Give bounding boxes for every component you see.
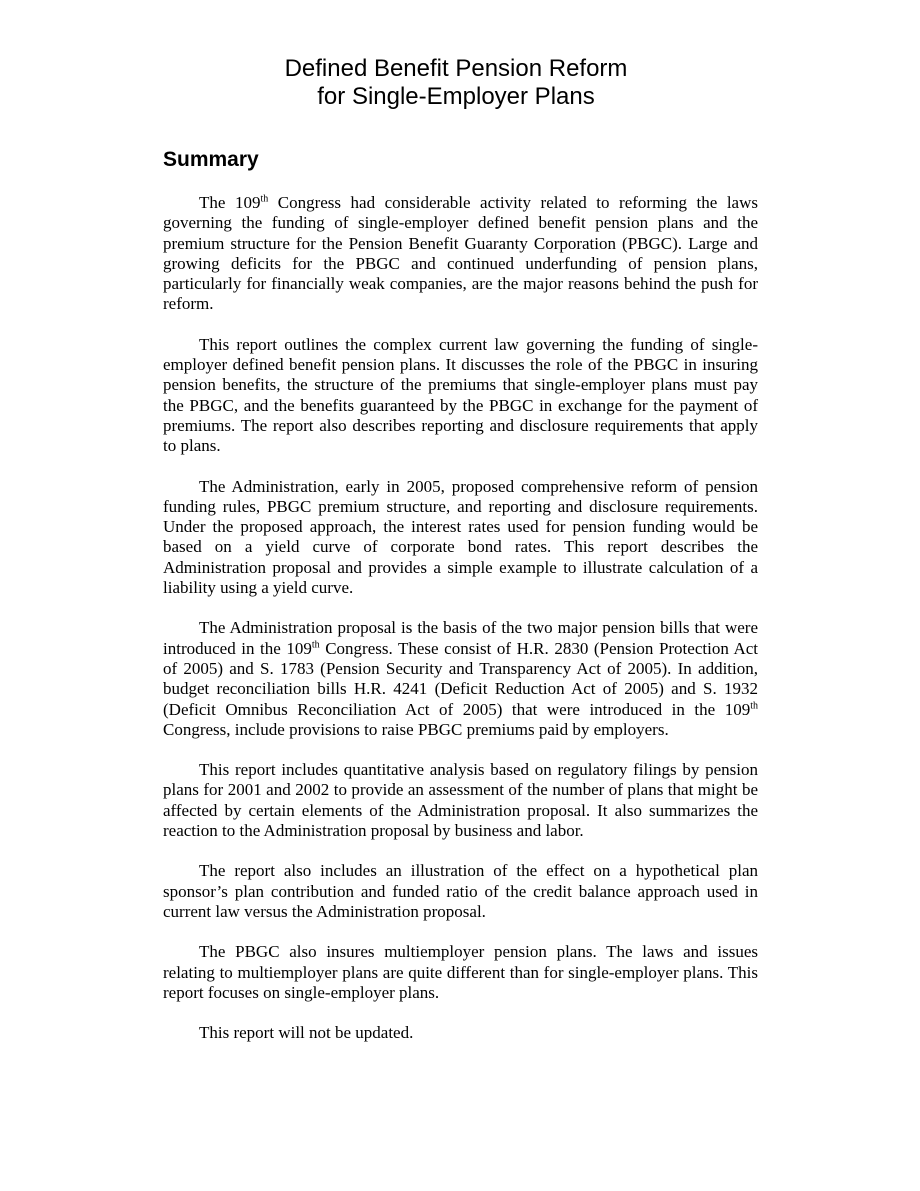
section-heading-summary: Summary: [163, 148, 259, 171]
paragraph-1-text-b: Congress had considerable activity related to reforming the laws governing the funding of single-employer defined benefit pension plans and the premium structure for the Pension Benefit Guaranty Corporation (PBGC). Large and growing deficits for the PBGC and continued underfunding of pension plans, particularly for financially weak companies, are the major reasons behind the push for reform.: [163, 193, 758, 314]
paragraph-4: [163, 618, 758, 740]
title-line-1: Defined Benefit Pension Reform: [284, 55, 628, 82]
document-title: [0, 55, 912, 111]
paragraph-4-text-a: The Administration proposal is the basis of the two major pension bills that were introduced in the 109: [163, 618, 758, 658]
paragraph-8: This report will not be updated.: [199, 1023, 414, 1043]
paragraph-5: This report includes quantitative analysis based on regulatory filings by pension plans for 2001 and 2002 to provide an assessment of the number of plans that might be affected by certain elements of the Administration proposal. It also summarizes the reaction to the Administration proposal by business and labor.: [163, 760, 758, 841]
paragraph-1-text-a: The 109: [199, 193, 261, 212]
paragraph-4-text-b: Congress. These consist of H.R. 2830 (Pension Protection Act of 2005) and S. 1783 (Pension Security and Transparency Act of 2005). In addition, budget reconciliation bills H.R. 4241 (Deficit Reduction Act of 2005) and S. 1932 (Deficit Omnibus Reconciliation Act of 2005) that were introduced in the 109: [163, 638, 758, 719]
paragraph-1: [163, 193, 758, 315]
ordinal-suffix: th: [750, 699, 758, 711]
ordinal-suffix: th: [260, 193, 269, 205]
paragraph-3: The Administration, early in 2005, proposed comprehensive reform of pension funding rules, PBGC premium structure, and reporting and disclosure requirements. Under the proposed approach, the interest rates used for pension funding would be based on a yield curve of corporate bond rates. This report describes the Administration proposal and provides a simple example to illustrate calculation of a liability using a yield curve.: [163, 476, 758, 598]
paragraph-7: The PBGC also insures multiemployer pension plans. The laws and issues relating to multiemployer plans are quite different than for single-employer plans. This report focuses on single-employer plans.: [163, 942, 758, 1002]
title-line-2: for Single-Employer Plans: [317, 83, 595, 110]
paragraph-2: This report outlines the complex current law governing the funding of single-employer defined benefit pension plans. It discusses the role of the PBGC in insuring pension benefits, the structure of the premiums that single-employer plans must pay the PBGC, and the benefits guaranteed by the PBGC in exchange for the payment of premiums. The report also describes reporting and disclosure requirements that apply to plans.: [163, 334, 758, 456]
summary-body: [163, 193, 758, 1063]
paragraph-6: The report also includes an illustration of the effect on a hypothetical plan sponsor’s plan contribution and funded ratio of the credit balance approach used in current law versus the Administration proposal.: [163, 861, 758, 921]
ordinal-suffix: th: [311, 638, 320, 650]
paragraph-4-text-c: Congress, include provisions to raise PBGC premiums paid by employers.: [163, 719, 669, 739]
